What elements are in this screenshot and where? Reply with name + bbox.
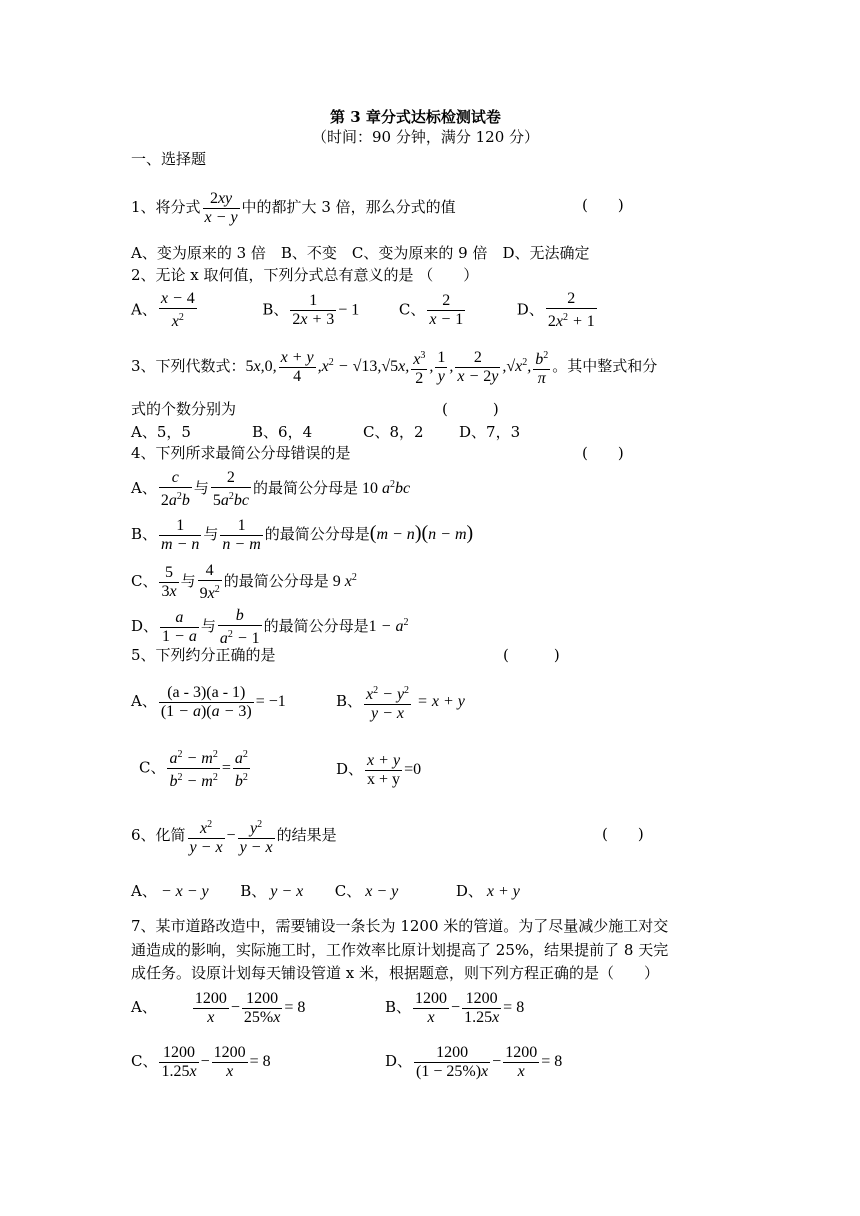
q4-d-conj: 与 [200,617,216,635]
q6-option-c-label: C、 [334,882,362,900]
q3-option-b: B、6，4 [252,423,313,441]
q5-option-d-label: D、 [336,760,364,778]
q6-answer-paren: ( ) [602,825,644,843]
q4-option-b: B、 $\frac{1}{m - n}$ 与 $\frac{1}{n - m}$ 的最简公分母是(m − n)(n − m) [131,516,474,553]
q2-option-c-fraction: $\frac{2}{x - 1}$ [429,292,464,328]
q4-option-c-label: C、 [131,572,158,590]
q3-line2: 式的个数分别为 [131,400,237,418]
q7-option-a: A、 $\frac{1200}{x}$ − $\frac{1200}{25\%x}$ = 8 [131,989,306,1026]
q7-option-c: C、 $\frac{1200}{1.25x}$ − $\frac{1200}{x}$ = 8 [131,1043,271,1080]
q5-answer-paren: ( ) [503,646,560,664]
q4-a-conj: 与 [193,479,209,497]
q6-option-b-label: B、 [240,882,267,900]
q3-option-a: A、5，5 [131,423,191,441]
q2-option-b-fraction: $\frac{1}{2x + 3}$ [292,292,335,328]
section-heading: 一、选择题 [131,150,207,168]
q2-option-c-label: C、 [398,300,426,319]
question-5: 5、下列约分正确的是 [131,646,276,664]
q5-option-d: D、 $\frac{x + y}{x + y}$ =0 [336,751,422,788]
q1-suffix: 中的都扩大 3 倍，那么分式的值 [241,198,456,216]
q4-c-conj: 与 [180,572,196,590]
q5-option-b-label: B、 [336,692,363,710]
page-title: 第 3 章分式达标检测试卷 [330,108,501,126]
q3-prefix: 3、下列代数式： [131,357,246,375]
q2-option-b-label: B、 [262,300,289,319]
question-2: 2、无论 x 取何值，下列分式总有意义的是 （ ） [131,266,479,284]
q1-answer-paren: ( ) [582,196,624,214]
q5-option-c: C、 $\frac{a^2 - m^2}{b^2 - m^2}$ = $\frac{a^2}{b^2}$ [139,746,252,791]
q3-expression: 5x,0, $\frac{x + y}{4}$ $,x^2 - √13,√5x$, $\frac{x^3}{2}$ , $\frac{1}{y}$ , $\frac{2}{x - 2y}$ $,√x^2$, $\frac{b^2}{\pi}$ [245,348,549,387]
q5-option-c-label: C、 [139,758,166,777]
q4-b-conj: 与 [203,525,219,543]
q1-fraction: $\frac{2xy}{x - y}$ [204,189,238,226]
q3-suffix: 。其中整式和分 [552,357,658,375]
q4-a-suffix: 的最简公分母是 [252,479,358,497]
q6-suffix: 的结果是 [276,826,337,844]
q6-option-a-label: A、 [131,882,157,900]
q7-option-b: B、 $\frac{1200}{x}$ − $\frac{1200}{1.25x}$ = 8 [385,989,525,1026]
q3-option-d: D、7，3 [459,423,521,441]
q2-option-a-label: A、 [131,300,157,319]
q1-prefix: 1、将分式 [131,198,201,216]
q7-option-d-label: D、 [385,1052,413,1070]
question-7-line1: 7、某市道路改造中，需要铺设一条长为 1200 米的管道。为了尽量减少施工对交 [131,917,669,935]
q3-answer-paren: ( ) [442,400,499,418]
question-7-line2: 通造成的影响，实际施工时，工作效率比原计划提高了 25%，结果提前了 8 天完 [131,941,669,959]
q4-option-a-label: A、 [131,479,157,497]
q4-c-suffix: 的最简公分母是 [223,572,329,590]
q4-option-b-label: B、 [131,525,158,543]
question-3 [131,340,657,390]
q2-options: A、 $\frac{x - 4}{x^2}$ B、 $\frac{1}{2x + 3}$ − 1 C、 $\frac{2}{x - 1}$ D、 $\frac{2}{2x^2 + 1}$ [131,290,595,330]
q4-option-c: C、 $\frac{5}{3x}$ 与 $\frac{4}{9x^2}$ 的最简公分母是 9 $x^2$ [131,561,357,602]
q7-option-d: D、 $\frac{1200}{(1 - 25\%)x}$ − $\frac{1200}{x}$ = 8 [385,1043,563,1080]
q6-option-d-label: D、 [455,882,483,900]
q6-options: A、 − x − y B、 y − x C、 x − y D、 x + y [131,882,520,900]
q2-option-d-fraction: $\frac{2}{2x^2 + 1}$ [547,290,595,330]
q1-options: A、变为原来的 3 倍 B、不变 C、变为原来的 9 倍 D、无法确定 [131,244,590,262]
question-6: 6、化简 $\frac{x^2}{y - x}$ − $\frac{y^2}{y - x}$ 的结果是 [131,814,337,857]
question-1 [131,186,456,228]
q7-option-b-label: B、 [385,998,412,1016]
q2-option-a-fraction: $\frac{x - 4}{x^2}$ [160,290,195,330]
q3-option-c: C、8，2 [363,423,424,441]
q5-option-b: B、 $\frac{x^2 - y^2}{y - x}$ = x + y [336,680,465,723]
question-7-line3: 成任务。设原计划每天铺设管道 x 米，根据题意，则下列方程正确的是（ ） [131,964,659,982]
q4-option-d: D、 $\frac{a}{1 - a}$ 与 $\frac{b}{a^2 - 1}$ 的最简公分母是$1 - a^2$ [131,606,409,647]
exam-subtitle: （时间：90 分钟，满分 120 分） [312,128,540,146]
q2-option-d-label: D、 [516,300,544,319]
question-4: 4、下列所求最简公分母错误的是 [131,444,351,462]
q4-b-suffix: 的最简公分母是 [264,525,370,543]
q6-prefix: 6、化简 [131,826,186,844]
q7-option-c-label: C、 [131,1052,158,1070]
q5-option-a-label: A、 [131,692,157,710]
q4-answer-paren: ( ) [582,444,624,462]
q4-option-a: A、 $\frac{c}{2a^2b}$ 与 $\frac{2}{5a^2bc}$ 的最简公分母是 10 $a^2bc$ [131,468,411,509]
q4-d-suffix: 的最简公分母是 [263,617,369,635]
q7-option-a-label: A、 [131,998,157,1016]
q4-option-d-label: D、 [131,617,159,635]
q5-option-a: A、 $\frac{(a - 3)(a - 1)}{(1 - a)(a - 3)}$ = −1 [131,683,286,720]
